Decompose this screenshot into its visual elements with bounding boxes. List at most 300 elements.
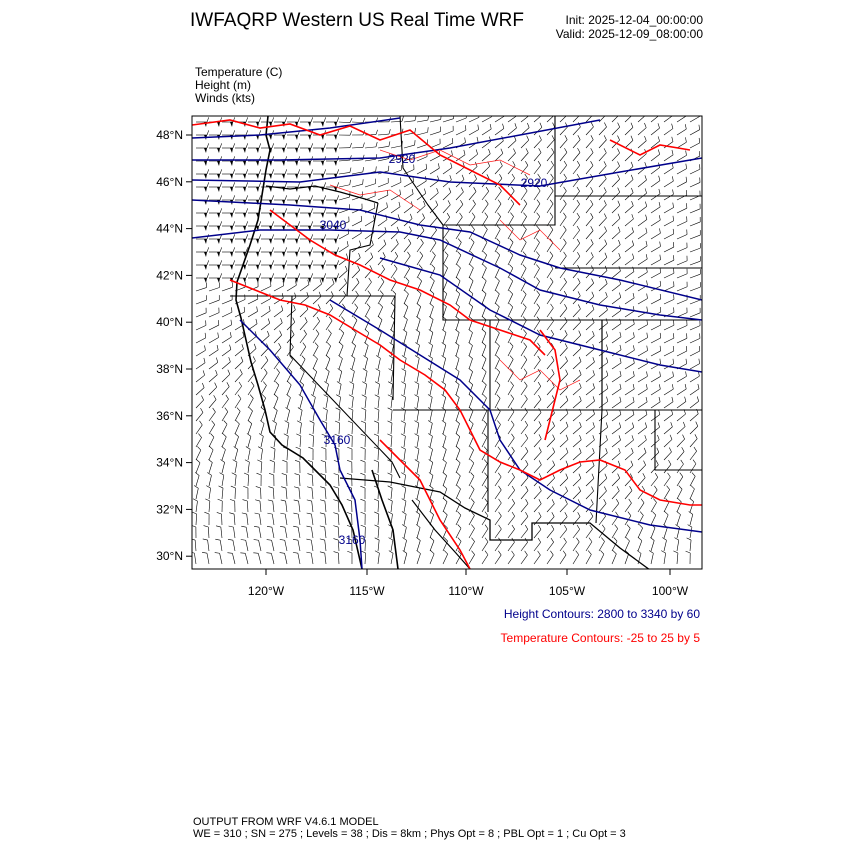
wind-barb <box>586 161 593 174</box>
wind-barb <box>690 164 700 174</box>
wind-barb <box>690 447 697 460</box>
wind-barb <box>222 221 235 231</box>
wind-barb <box>300 343 306 356</box>
wind-barb <box>625 525 630 538</box>
wind-barb <box>482 368 486 382</box>
wind-barb <box>456 446 460 460</box>
wind-barb <box>391 190 401 200</box>
wind-barb <box>560 278 567 291</box>
wind-barb <box>651 499 657 512</box>
wind-barb <box>599 292 607 304</box>
wind-barb <box>300 247 313 257</box>
wind-barb <box>586 148 593 161</box>
wind-barb <box>625 240 634 252</box>
wind-barb <box>204 526 209 538</box>
wind-barb <box>677 137 686 148</box>
wind-barb <box>508 512 515 525</box>
wind-barb <box>662 537 666 551</box>
wind-barb <box>612 512 618 525</box>
wind-barb <box>416 511 420 525</box>
wind-barb <box>209 260 222 270</box>
wind-barb <box>326 273 339 283</box>
wind-barb <box>456 200 463 213</box>
wind-barb <box>339 180 351 187</box>
wind-barb <box>534 123 542 135</box>
wind-barb <box>521 525 528 538</box>
wind-barb <box>352 118 365 123</box>
wind-barb <box>638 499 644 512</box>
wind-barb <box>287 381 291 395</box>
wind-barb <box>455 381 459 395</box>
wind-barb <box>456 125 466 135</box>
wind-barb <box>362 395 366 408</box>
wind-barb <box>508 356 513 369</box>
wind-barb <box>469 394 473 408</box>
wind-barb <box>482 124 491 135</box>
wind-barb <box>625 410 634 421</box>
wind-barb <box>320 513 326 525</box>
wind-barb <box>638 202 647 213</box>
wind-barb <box>261 169 274 179</box>
wind-barb <box>521 395 527 408</box>
wind-barb <box>443 511 447 525</box>
wind-barb <box>482 329 486 343</box>
wind-barb <box>677 308 687 317</box>
lon-label: 105°W <box>548 584 586 598</box>
height-contour-label: 2920 <box>520 176 548 190</box>
wind-barb <box>261 306 270 317</box>
wind-barb <box>573 304 580 317</box>
wind-barb <box>690 409 698 421</box>
wind-barb <box>222 446 226 460</box>
wind-barb <box>442 329 446 343</box>
wind-barb <box>313 279 322 291</box>
wind-barb <box>690 282 700 291</box>
wind-barb <box>417 265 422 278</box>
wind-barb <box>456 251 461 265</box>
wind-barb <box>274 208 287 218</box>
wind-barb <box>625 448 633 460</box>
wind-barb <box>547 538 554 551</box>
wind-barb <box>326 317 332 330</box>
wind-barb <box>456 420 460 434</box>
wind-barb <box>362 382 366 395</box>
wind-barb <box>677 269 687 278</box>
wind-barb <box>482 226 487 239</box>
wind-barb <box>209 408 215 421</box>
wind-barb <box>417 127 428 135</box>
wind-barb <box>248 247 261 257</box>
wind-barb <box>401 447 405 460</box>
wind-barb <box>482 162 490 174</box>
wind-barb <box>429 316 433 330</box>
wind-barb <box>612 423 621 434</box>
wind-barb <box>482 381 486 395</box>
wind-barb <box>404 116 416 122</box>
wind-barb <box>664 281 674 291</box>
wind-barb <box>495 525 501 538</box>
wind-barb <box>194 486 198 499</box>
wind-barb <box>612 149 620 161</box>
wind-barb <box>430 139 440 148</box>
wind-barb <box>469 200 476 213</box>
wind-barb <box>638 228 647 239</box>
wind-barb <box>677 460 683 473</box>
wind-barb <box>309 434 314 447</box>
wind-barb <box>287 394 291 408</box>
wind-barb <box>361 434 366 447</box>
wind-barb <box>456 459 460 473</box>
wind-barb <box>209 182 222 192</box>
wind-barb <box>196 169 209 179</box>
wind-barb <box>378 240 386 252</box>
wind-barb <box>651 255 661 265</box>
wind-barb <box>300 234 313 244</box>
wind-barb <box>307 487 313 499</box>
wind-barb <box>388 395 392 408</box>
wind-barb <box>456 113 466 122</box>
wind-barb <box>469 329 473 343</box>
wind-barb <box>209 283 220 291</box>
wind-barb <box>638 448 646 460</box>
wind-barb <box>209 433 214 447</box>
wind-barb <box>664 410 673 421</box>
wind-barb <box>209 320 219 330</box>
wind-barb <box>306 539 313 551</box>
wind-barb <box>534 252 540 265</box>
wind-barb <box>376 369 380 382</box>
wind-barb <box>586 135 593 148</box>
wind-barb <box>625 384 634 395</box>
wind-barb <box>664 346 674 356</box>
wind-barb <box>638 461 646 473</box>
wind-barb <box>677 164 687 174</box>
wind-barb <box>560 304 567 317</box>
wind-barb <box>442 420 446 434</box>
wind-barb <box>547 435 555 447</box>
wind-barb <box>560 474 568 486</box>
wind-barb <box>266 553 274 564</box>
wind-barb <box>196 295 206 304</box>
wind-barb <box>495 200 501 213</box>
wind-barb <box>321 447 326 460</box>
wind-barb <box>443 188 451 200</box>
wind-barb <box>222 421 227 434</box>
wind-barb <box>241 539 248 551</box>
wind-barb <box>287 195 300 205</box>
wind-barb <box>469 112 479 122</box>
wind-barb <box>364 342 368 356</box>
wind-barb <box>469 551 475 564</box>
wind-barb <box>690 112 700 122</box>
wind-barb <box>586 448 594 460</box>
wind-barb <box>339 342 343 356</box>
wind-barb <box>404 290 408 304</box>
wind-barb <box>313 317 320 330</box>
wind-barb <box>573 422 581 434</box>
wind-barb <box>261 318 270 330</box>
wind-barb <box>307 513 313 525</box>
init-time: Init: 2025-12-04_00:00:00 <box>565 13 703 27</box>
wind-barb <box>196 408 203 421</box>
wind-barb <box>202 552 209 564</box>
wind-barb <box>586 213 593 226</box>
wind-barb <box>677 282 687 291</box>
wind-barb <box>300 330 307 343</box>
wind-barb <box>404 303 408 317</box>
wind-barb <box>560 422 568 434</box>
wind-barb <box>391 227 399 239</box>
wind-barb <box>209 333 219 343</box>
wind-barb <box>378 316 382 330</box>
wind-barb <box>521 499 528 512</box>
wind-barb <box>403 550 407 564</box>
wind-barb <box>534 135 541 148</box>
wind-barb <box>469 213 475 226</box>
wind-barb <box>625 435 634 447</box>
wind-barb <box>482 187 489 200</box>
wind-barb <box>415 434 419 447</box>
wind-barb <box>320 526 326 538</box>
wind-barb <box>495 512 501 525</box>
wind-barb <box>196 459 200 473</box>
wind-barb <box>271 447 275 460</box>
wind-barb <box>326 156 339 166</box>
wind-barb <box>222 195 235 205</box>
wind-barb <box>586 305 594 317</box>
wind-barb <box>521 265 526 278</box>
wind-barb <box>625 423 634 434</box>
wind-barb <box>573 474 581 486</box>
wind-barb <box>391 239 398 252</box>
wind-barb <box>300 195 313 205</box>
wind-barb <box>508 149 516 161</box>
wind-barb <box>364 355 368 369</box>
wind-barb <box>442 342 446 356</box>
wind-barb <box>428 382 432 395</box>
wind-barb <box>547 265 553 278</box>
wind-barb <box>625 358 634 369</box>
wind-barb <box>612 448 620 460</box>
wind-barb <box>363 369 367 382</box>
wind-barb <box>625 201 633 213</box>
wind-barb <box>534 369 541 382</box>
gulf-of-california <box>412 500 470 569</box>
wind-barb <box>207 473 211 486</box>
wind-barb <box>573 487 581 499</box>
wind-barb <box>482 264 486 278</box>
wind-barb <box>429 472 433 486</box>
wind-barb <box>391 278 396 291</box>
wind-barb <box>456 187 463 200</box>
wind-barb <box>389 369 393 382</box>
wind-barb <box>232 473 236 486</box>
wind-barb <box>196 383 204 395</box>
wind-barb <box>430 188 438 200</box>
wind-barb <box>482 213 488 226</box>
wind-barb <box>243 486 248 499</box>
wind-barb <box>521 148 528 161</box>
wind-barb <box>235 156 248 166</box>
wind-barb <box>287 247 300 257</box>
wind-barb <box>222 143 235 153</box>
wind-barb <box>599 384 608 395</box>
wind-barb <box>573 226 580 239</box>
wind-barb <box>690 230 700 239</box>
wind-barb <box>248 407 253 421</box>
wind-barb <box>326 330 331 343</box>
wind-barb <box>430 201 438 213</box>
wind-barb <box>638 241 647 252</box>
wind-barb <box>196 320 206 330</box>
wind-barb <box>456 485 461 499</box>
wind-barb <box>677 243 687 252</box>
wind-barb <box>456 175 464 187</box>
wind-barb <box>282 460 287 473</box>
wind-barb <box>375 538 379 551</box>
wind-barb <box>573 187 580 200</box>
wind-barb <box>625 537 629 551</box>
wind-barb <box>612 384 621 395</box>
wind-barb <box>365 291 371 304</box>
wind-barb <box>651 242 661 252</box>
wind-barb <box>521 512 528 525</box>
wind-barb <box>293 513 300 525</box>
wind-barb <box>690 460 696 473</box>
wind-barb <box>274 247 287 257</box>
wind-barb <box>612 435 621 447</box>
wind-barb <box>638 384 647 395</box>
wind-barb <box>235 395 241 408</box>
wind-barb <box>196 421 202 434</box>
wind-barb <box>196 358 205 369</box>
wind-barb <box>651 294 661 304</box>
wind-barb <box>235 143 248 153</box>
wind-barb <box>599 331 608 343</box>
wind-barb <box>560 343 567 356</box>
wind-barb <box>350 369 354 382</box>
wind-barb <box>690 396 699 408</box>
wind-barb <box>274 306 283 317</box>
wind-barb <box>586 474 594 486</box>
wind-barb <box>586 487 594 499</box>
wind-barb <box>235 182 248 192</box>
wind-barb <box>248 182 261 192</box>
wind-barb <box>313 260 326 270</box>
wind-barb <box>310 421 314 434</box>
wind-barb <box>235 369 242 382</box>
wind-barb <box>261 281 271 291</box>
wind-barb <box>280 526 287 538</box>
wind-barb <box>274 394 278 408</box>
wind-barb <box>625 175 633 187</box>
wind-barb <box>508 434 514 447</box>
wind-barb <box>415 356 419 369</box>
wind-barb <box>573 135 580 148</box>
wind-barb <box>196 434 202 447</box>
wind-barb <box>560 252 566 265</box>
wind-barb <box>573 252 580 265</box>
wind-barb <box>455 342 459 356</box>
wind-barb <box>209 383 217 395</box>
wind-barb <box>560 435 568 447</box>
wind-barb <box>230 499 235 512</box>
wind-barb <box>443 138 453 148</box>
wind-barb <box>599 240 607 252</box>
wind-barb <box>339 241 348 252</box>
wind-barb <box>664 333 674 343</box>
wind-barb <box>612 293 621 304</box>
wind-barb <box>222 130 235 140</box>
wind-barb <box>324 395 328 408</box>
wind-barb <box>295 460 300 473</box>
wind-barb <box>521 136 529 148</box>
wind-barb <box>429 329 433 343</box>
wind-barb <box>586 422 595 434</box>
wind-barb <box>664 203 674 213</box>
wind-barb <box>521 369 527 382</box>
wind-barb <box>204 512 209 525</box>
wind-barb <box>638 215 647 226</box>
wind-barb <box>235 234 248 244</box>
wind-barb <box>534 460 541 473</box>
wind-barb <box>573 383 581 395</box>
wind-barb <box>430 550 434 564</box>
wind-barb <box>313 273 326 283</box>
wind-barb <box>586 174 593 187</box>
wind-barb <box>300 169 313 179</box>
wind-barb <box>482 342 486 356</box>
wind-barb <box>508 525 515 538</box>
wind-barb <box>374 460 379 473</box>
wind-barb <box>625 293 634 304</box>
wind-barb <box>495 473 501 486</box>
wind-barb <box>573 239 580 252</box>
wind-barb <box>312 381 316 395</box>
wind-barb <box>313 355 318 369</box>
wind-barb <box>638 537 642 551</box>
wind-barb <box>443 114 454 122</box>
wind-barb <box>664 372 674 382</box>
wind-barb <box>365 304 370 317</box>
wind-barb <box>326 117 339 127</box>
wind-barb <box>361 447 366 460</box>
wind-barb <box>547 317 554 330</box>
wind-barb <box>586 226 593 239</box>
wind-barb <box>599 148 606 161</box>
wind-barb <box>417 239 423 252</box>
wind-barb <box>274 273 287 283</box>
wind-barb <box>651 333 661 343</box>
wind-barb <box>573 551 579 564</box>
wind-barb <box>534 486 541 499</box>
wind-barb <box>286 407 290 421</box>
wind-barb <box>429 459 433 473</box>
wind-barb <box>334 473 339 486</box>
wind-barb <box>296 434 301 447</box>
wind-barb <box>196 221 209 231</box>
wind-barb <box>612 227 620 239</box>
wind-barb <box>651 163 660 174</box>
wind-barb <box>690 177 700 187</box>
map-title: IWFAQRP Western US Real Time WRF <box>190 10 524 31</box>
wind-barb <box>209 169 222 179</box>
wind-barb <box>534 434 541 447</box>
lon-label: 115°W <box>349 584 385 598</box>
wind-barb <box>339 279 347 291</box>
wind-barb <box>599 253 607 265</box>
wind-barb <box>638 123 646 135</box>
